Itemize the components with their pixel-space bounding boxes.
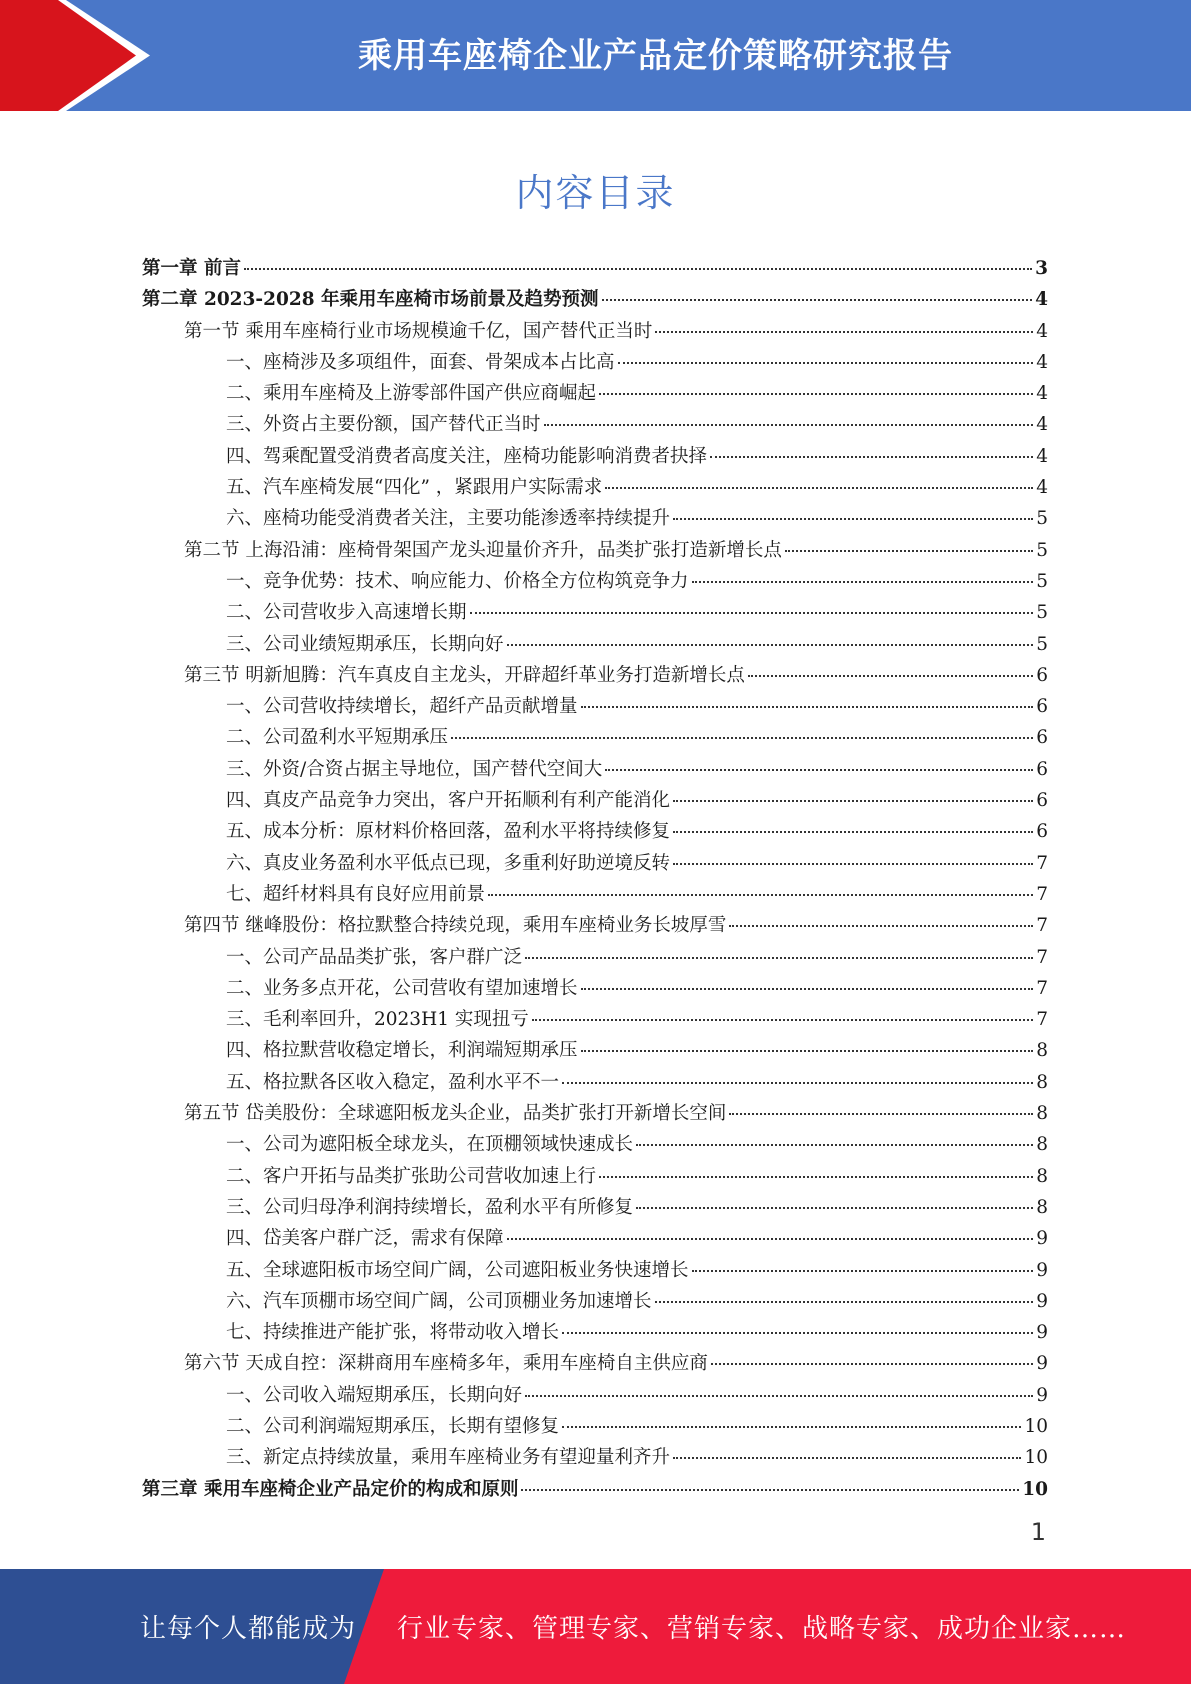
toc-leader-dots [521, 1489, 1019, 1491]
toc-entry-label: 第三章 乘用车座椅企业产品定价的构成和原则 [142, 1478, 519, 1500]
toc-leader-dots [673, 800, 1033, 802]
toc-leader-dots [710, 456, 1033, 458]
toc-entry-page: 4 [1036, 320, 1048, 342]
toc-entry-page: 4 [1036, 477, 1048, 499]
toc-entry[interactable] [142, 473, 1048, 504]
toc-entry-label: 一、公司产品品类扩张，客户群广泛 [226, 946, 523, 968]
toc-entry-label: 六、座椅功能受消费者关注，主要功能渗透率持续提升 [226, 508, 671, 530]
toc-entry[interactable] [142, 504, 1048, 535]
toc-leader-dots [673, 1457, 1021, 1459]
toc-entry-page: 6 [1036, 821, 1048, 843]
toc-entry[interactable] [142, 974, 1048, 1005]
toc-entry-label: 七、持续推进产能扩张，将带动收入增长 [226, 1322, 560, 1344]
toc-entry[interactable] [142, 285, 1048, 316]
toc-entry[interactable] [142, 536, 1048, 567]
toc-entry[interactable] [142, 911, 1048, 942]
toc-entry-page: 8 [1036, 1134, 1048, 1156]
toc-entry[interactable] [142, 849, 1048, 880]
toc-entry-label: 第二节 上海沿浦：座椅骨架国产龙头迎量价齐升，品类扩张打造新增长点 [184, 539, 782, 561]
toc-entry-page: 3 [1035, 258, 1048, 279]
toc-entry[interactable] [142, 317, 1048, 348]
toc-leader-dots [581, 1050, 1034, 1052]
toc-entry[interactable] [142, 1130, 1048, 1161]
toc-entry-page: 9 [1036, 1384, 1048, 1406]
toc-entry-label: 二、公司利润端短期承压，长期有望修复 [226, 1415, 560, 1437]
page-number: 1 [1030, 1518, 1046, 1546]
toc-entry[interactable] [142, 1005, 1048, 1036]
toc-leader-dots [525, 957, 1033, 959]
toc-leader-dots [655, 1301, 1034, 1303]
toc-leader-dots [599, 1176, 1033, 1178]
toc-entry-page: 4 [1036, 414, 1048, 436]
toc-entry[interactable] [142, 1193, 1048, 1224]
toc-entry-page: 4 [1036, 383, 1048, 405]
toc-entry-page: 7 [1036, 915, 1048, 937]
toc-entry-page: 5 [1036, 633, 1048, 655]
toc-entry-page: 7 [1036, 977, 1048, 999]
toc-entry-page: 6 [1036, 790, 1048, 812]
toc-leader-dots [525, 1395, 1033, 1397]
toc-entry-page: 7 [1036, 1009, 1048, 1031]
toc-entry-page: 4 [1036, 445, 1048, 467]
toc-leader-dots [581, 706, 1034, 708]
toc-entry-label: 七、超纤材料具有良好应用前景 [226, 883, 486, 905]
toc-entry[interactable] [142, 1318, 1048, 1349]
toc-entry-page: 10 [1022, 1478, 1048, 1500]
toc-entry-label: 五、汽车座椅发展“四化” ，紧跟用户实际需求 [226, 477, 603, 499]
toc-leader-dots [673, 831, 1033, 833]
toc-entry-page: 7 [1036, 883, 1048, 905]
toc-entry-label: 二、公司盈利水平短期承压 [226, 727, 449, 749]
toc-entry-label: 一、公司收入端短期承压，长期向好 [226, 1384, 523, 1406]
toc-entry[interactable] [142, 1162, 1048, 1193]
toc-entry-label: 二、公司营收步入高速增长期 [226, 602, 467, 624]
toc-entry-page: 5 [1036, 570, 1048, 592]
footer-slogan-left: 让每个人都能成为 [140, 1614, 357, 1644]
toc-entry-label: 二、客户开拓与品类扩张助公司营收加速上行 [226, 1165, 597, 1187]
toc-entry-label: 三、公司归母净利润持续增长，盈利水平有所修复 [226, 1196, 634, 1218]
toc-entry-page: 10 [1024, 1415, 1048, 1437]
toc-entry-label: 第二章 2023-2028 年乘用车座椅市场前景及趋势预测 [142, 289, 599, 311]
toc-entry[interactable] [142, 1287, 1048, 1318]
toc-leader-dots [488, 894, 1033, 896]
toc-entry-label: 五、成本分析：原材料价格回落，盈利水平将持续修复 [226, 821, 671, 843]
toc-leader-dots [636, 1144, 1033, 1146]
toc-entry[interactable] [142, 1381, 1048, 1412]
toc-entry-page: 4 [1035, 289, 1048, 311]
toc-entry-page: 6 [1036, 727, 1048, 749]
toc-entry-label: 四、岱美客户群广泛，需求有保障 [226, 1228, 504, 1250]
toc-entry[interactable] [142, 692, 1048, 723]
chevron-logo-icon [0, 0, 150, 111]
toc-leader-dots [562, 1332, 1033, 1334]
toc-entry[interactable] [142, 755, 1048, 786]
toc-entry[interactable] [142, 1349, 1048, 1380]
toc-entry-label: 第一节 乘用车座椅行业市场规模逾千亿，国产替代正当时 [184, 320, 653, 342]
toc-entry[interactable] [142, 1443, 1048, 1474]
toc-entry-page: 9 [1036, 1290, 1048, 1312]
toc-entry-page: 10 [1024, 1447, 1048, 1469]
toc-entry-label: 第六节 天成自控：深耕商用车座椅多年，乘用车座椅自主供应商 [184, 1353, 708, 1375]
toc-leader-dots [692, 1270, 1034, 1272]
toc-entry-page: 8 [1036, 1071, 1048, 1093]
toc-entry-page: 6 [1036, 696, 1048, 718]
toc-leader-dots [562, 1426, 1021, 1428]
toc-entry-page: 4 [1036, 351, 1048, 373]
toc-entry-label: 第一章 前言 [142, 258, 241, 279]
toc-entry[interactable] [142, 723, 1048, 754]
toc-entry-label: 第四节 继峰股份：格拉默整合持续兑现，乘用车座椅业务长坡厚雪 [184, 915, 727, 937]
toc-entry-page: 9 [1036, 1228, 1048, 1250]
toc-entry-page: 8 [1036, 1165, 1048, 1187]
toc-entry[interactable] [142, 786, 1048, 817]
toc-entry-label: 一、座椅涉及多项组件，面套、骨架成本占比高 [226, 351, 615, 373]
toc-entry-label: 二、业务多点开花，公司营收有望加速增长 [226, 977, 578, 999]
toc-entry-label: 三、公司业绩短期承压，长期向好 [226, 633, 504, 655]
toc-leader-dots [451, 737, 1033, 739]
toc-entry-label: 四、格拉默营收稳定增长，利润端短期承压 [226, 1040, 578, 1062]
toc-entry-label: 第三节 明新旭腾：汽车真皮自主龙头，开辟超纤革业务打造新增长点 [184, 664, 745, 686]
toc-entry-label: 二、乘用车座椅及上游零部件国产供应商崛起 [226, 383, 597, 405]
footer-band [0, 1569, 1191, 1684]
toc-leader-dots [532, 1019, 1033, 1021]
toc-leader-dots [785, 550, 1033, 552]
report-title: 乘用车座椅企业产品定价策略研究报告 [358, 36, 953, 76]
toc-entry[interactable] [142, 254, 1048, 285]
toc-leader-dots [562, 1082, 1033, 1084]
toc-entry[interactable] [142, 817, 1048, 848]
toc-entry[interactable] [142, 1099, 1048, 1130]
toc-leader-dots [599, 393, 1033, 395]
toc-leader-dots [711, 1363, 1033, 1365]
footer-slogan-right: 行业专家、管理专家、营销专家、战略专家、成功企业家…… [397, 1614, 1127, 1644]
toc-entry[interactable] [142, 1475, 1048, 1506]
toc-entry[interactable] [142, 880, 1048, 911]
toc-entry-label: 第五节 岱美股份：全球遮阳板龙头企业，品类扩张打开新增长空间 [184, 1103, 727, 1125]
toc-entry-page: 5 [1036, 602, 1048, 624]
toc-entry[interactable] [142, 1036, 1048, 1067]
header-band [0, 0, 1191, 111]
toc-entry-page: 7 [1036, 852, 1048, 874]
toc-entry-label: 六、汽车顶棚市场空间广阔，公司顶棚业务加速增长 [226, 1290, 652, 1312]
toc-entry-page: 8 [1036, 1103, 1048, 1125]
toc-leader-dots [673, 518, 1033, 520]
toc-leader-dots [636, 1207, 1033, 1209]
toc-entry-label: 四、真皮产品竞争力突出，客户开拓顺利有利产能消化 [226, 790, 671, 812]
toc-entry-label: 一、公司为遮阳板全球龙头，在顶棚领域快速成长 [226, 1134, 634, 1156]
toc-leader-dots [748, 675, 1033, 677]
toc-entry-page: 8 [1036, 1040, 1048, 1062]
toc-leader-dots [655, 331, 1033, 333]
toc-entry-label: 五、格拉默各区收入稳定，盈利水平不一 [226, 1071, 560, 1093]
table-of-contents [142, 254, 1048, 1506]
toc-entry[interactable] [142, 598, 1048, 629]
toc-entry[interactable] [142, 1224, 1048, 1255]
toc-entry-page: 5 [1036, 508, 1048, 530]
toc-entry-page: 7 [1036, 946, 1048, 968]
toc-entry[interactable] [142, 379, 1048, 410]
toc-entry-label: 三、毛利率回升，2023H1 实现扭亏 [226, 1009, 529, 1031]
toc-entry-label: 四、驾乘配置受消费者高度关注，座椅功能影响消费者抉择 [226, 445, 708, 467]
toc-leader-dots [544, 424, 1034, 426]
toc-entry[interactable] [142, 1068, 1048, 1099]
toc-entry[interactable] [142, 567, 1048, 598]
toc-entry-label: 三、新定点持续放量，乘用车座椅业务有望迎量利齐升 [226, 1447, 671, 1469]
toc-entry[interactable] [142, 410, 1048, 441]
toc-leader-dots [470, 612, 1034, 614]
toc-entry-label: 三、外资/合资占据主导地位，国产替代空间大 [226, 758, 603, 780]
toc-entry-page: 6 [1036, 758, 1048, 780]
toc-entry-page: 6 [1036, 664, 1048, 686]
toc-entry[interactable] [142, 1256, 1048, 1287]
toc-leader-dots [605, 487, 1033, 489]
toc-leader-dots [507, 644, 1034, 646]
toc-leader-dots [729, 1113, 1033, 1115]
toc-entry[interactable] [142, 943, 1048, 974]
toc-entry[interactable] [142, 442, 1048, 473]
toc-entry-label: 五、全球遮阳板市场空间广阔，公司遮阳板业务快速增长 [226, 1259, 689, 1281]
toc-leader-dots [673, 863, 1033, 865]
toc-entry-page: 9 [1036, 1353, 1048, 1375]
toc-leader-dots [244, 268, 1032, 270]
toc-leader-dots [618, 362, 1034, 364]
toc-entry-label: 六、真皮业务盈利水平低点已现，多重利好助逆境反转 [226, 852, 671, 874]
toc-entry[interactable] [142, 630, 1048, 661]
toc-entry-label: 三、外资占主要份额，国产替代正当时 [226, 414, 541, 436]
toc-leader-dots [605, 769, 1033, 771]
toc-entry-page: 5 [1036, 539, 1048, 561]
toc-entry[interactable] [142, 348, 1048, 379]
toc-leader-dots [692, 581, 1034, 583]
toc-entry-label: 一、公司营收持续增长，超纤产品贡献增量 [226, 696, 578, 718]
toc-entry-page: 9 [1036, 1259, 1048, 1281]
toc-leader-dots [581, 988, 1034, 990]
toc-entry[interactable] [142, 1412, 1048, 1443]
toc-entry[interactable] [142, 661, 1048, 692]
toc-entry-page: 9 [1036, 1322, 1048, 1344]
toc-leader-dots [507, 1238, 1034, 1240]
toc-leader-dots [602, 299, 1033, 301]
toc-leader-dots [729, 925, 1033, 927]
toc-entry-label: 一、竞争优势：技术、响应能力、价格全方位构筑竞争力 [226, 570, 689, 592]
toc-heading: 内容目录 [515, 171, 676, 215]
toc-entry-page: 8 [1036, 1196, 1048, 1218]
